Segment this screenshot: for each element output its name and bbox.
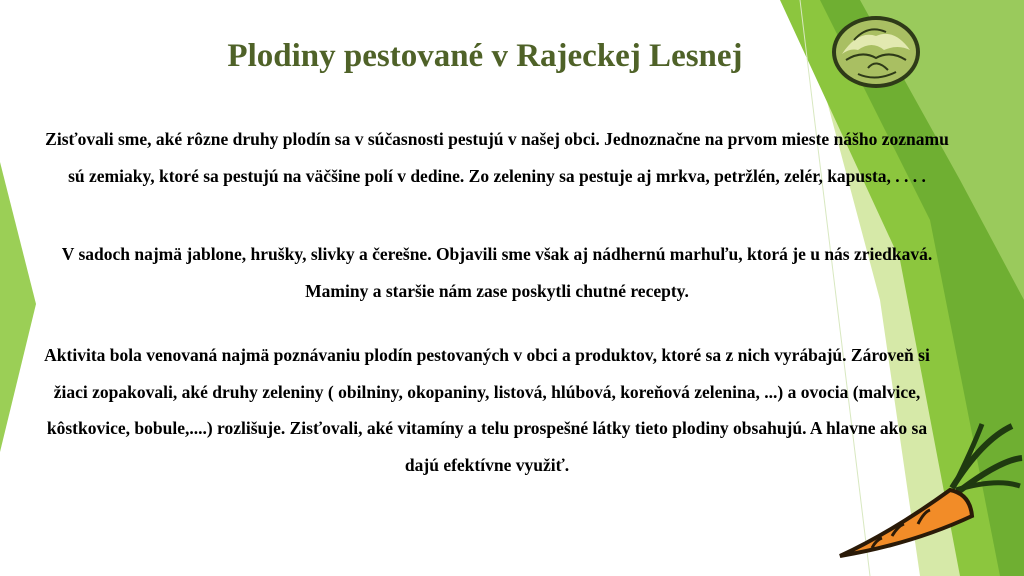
paragraph-orchards: V sadoch najmä jablone, hrušky, slivky a čerešne. Objavili sme však aj nádhernú marhuľu, ktorá je u nás zriedkavá. Maminy a staršie nám zase poskytli chutné recepty. [61, 244, 933, 301]
slide-title: Plodiny pestované v Rajeckej Lesnej [227, 38, 743, 74]
paragraph-activity: Aktivita bola venovaná najmä poznávaniu plodín pestovaných v obci a produktov, ktoré sa z nich vyrábajú. Zároveň si žiaci zopakovali, aké druhy zeleniny ( obilniny, okopaniny, listová, hlúbová, koreňová zelenina, ...) a ovocia (malvice, kôstkovice, bobule,....) rozlišuje. Zisťovali, aké vitamíny a telu prospešné látky tieto plodiny obsahujú. A hlavne ako sa dajú efektívne využiť. [44, 345, 930, 475]
cabbage-image [828, 10, 924, 90]
paragraph-crops: Zisťovali sme, aké rôzne druhy plodín sa v súčasnosti pestujú v našej obci. Jednoznačne na prvom mieste nášho zoznamu sú zemiaky, ktoré sa pestujú na väčšine polí v dedine. Zo zeleniny sa pestuje aj mrkva, petržlén, zelér, kapusta, . . . . [45, 129, 949, 186]
